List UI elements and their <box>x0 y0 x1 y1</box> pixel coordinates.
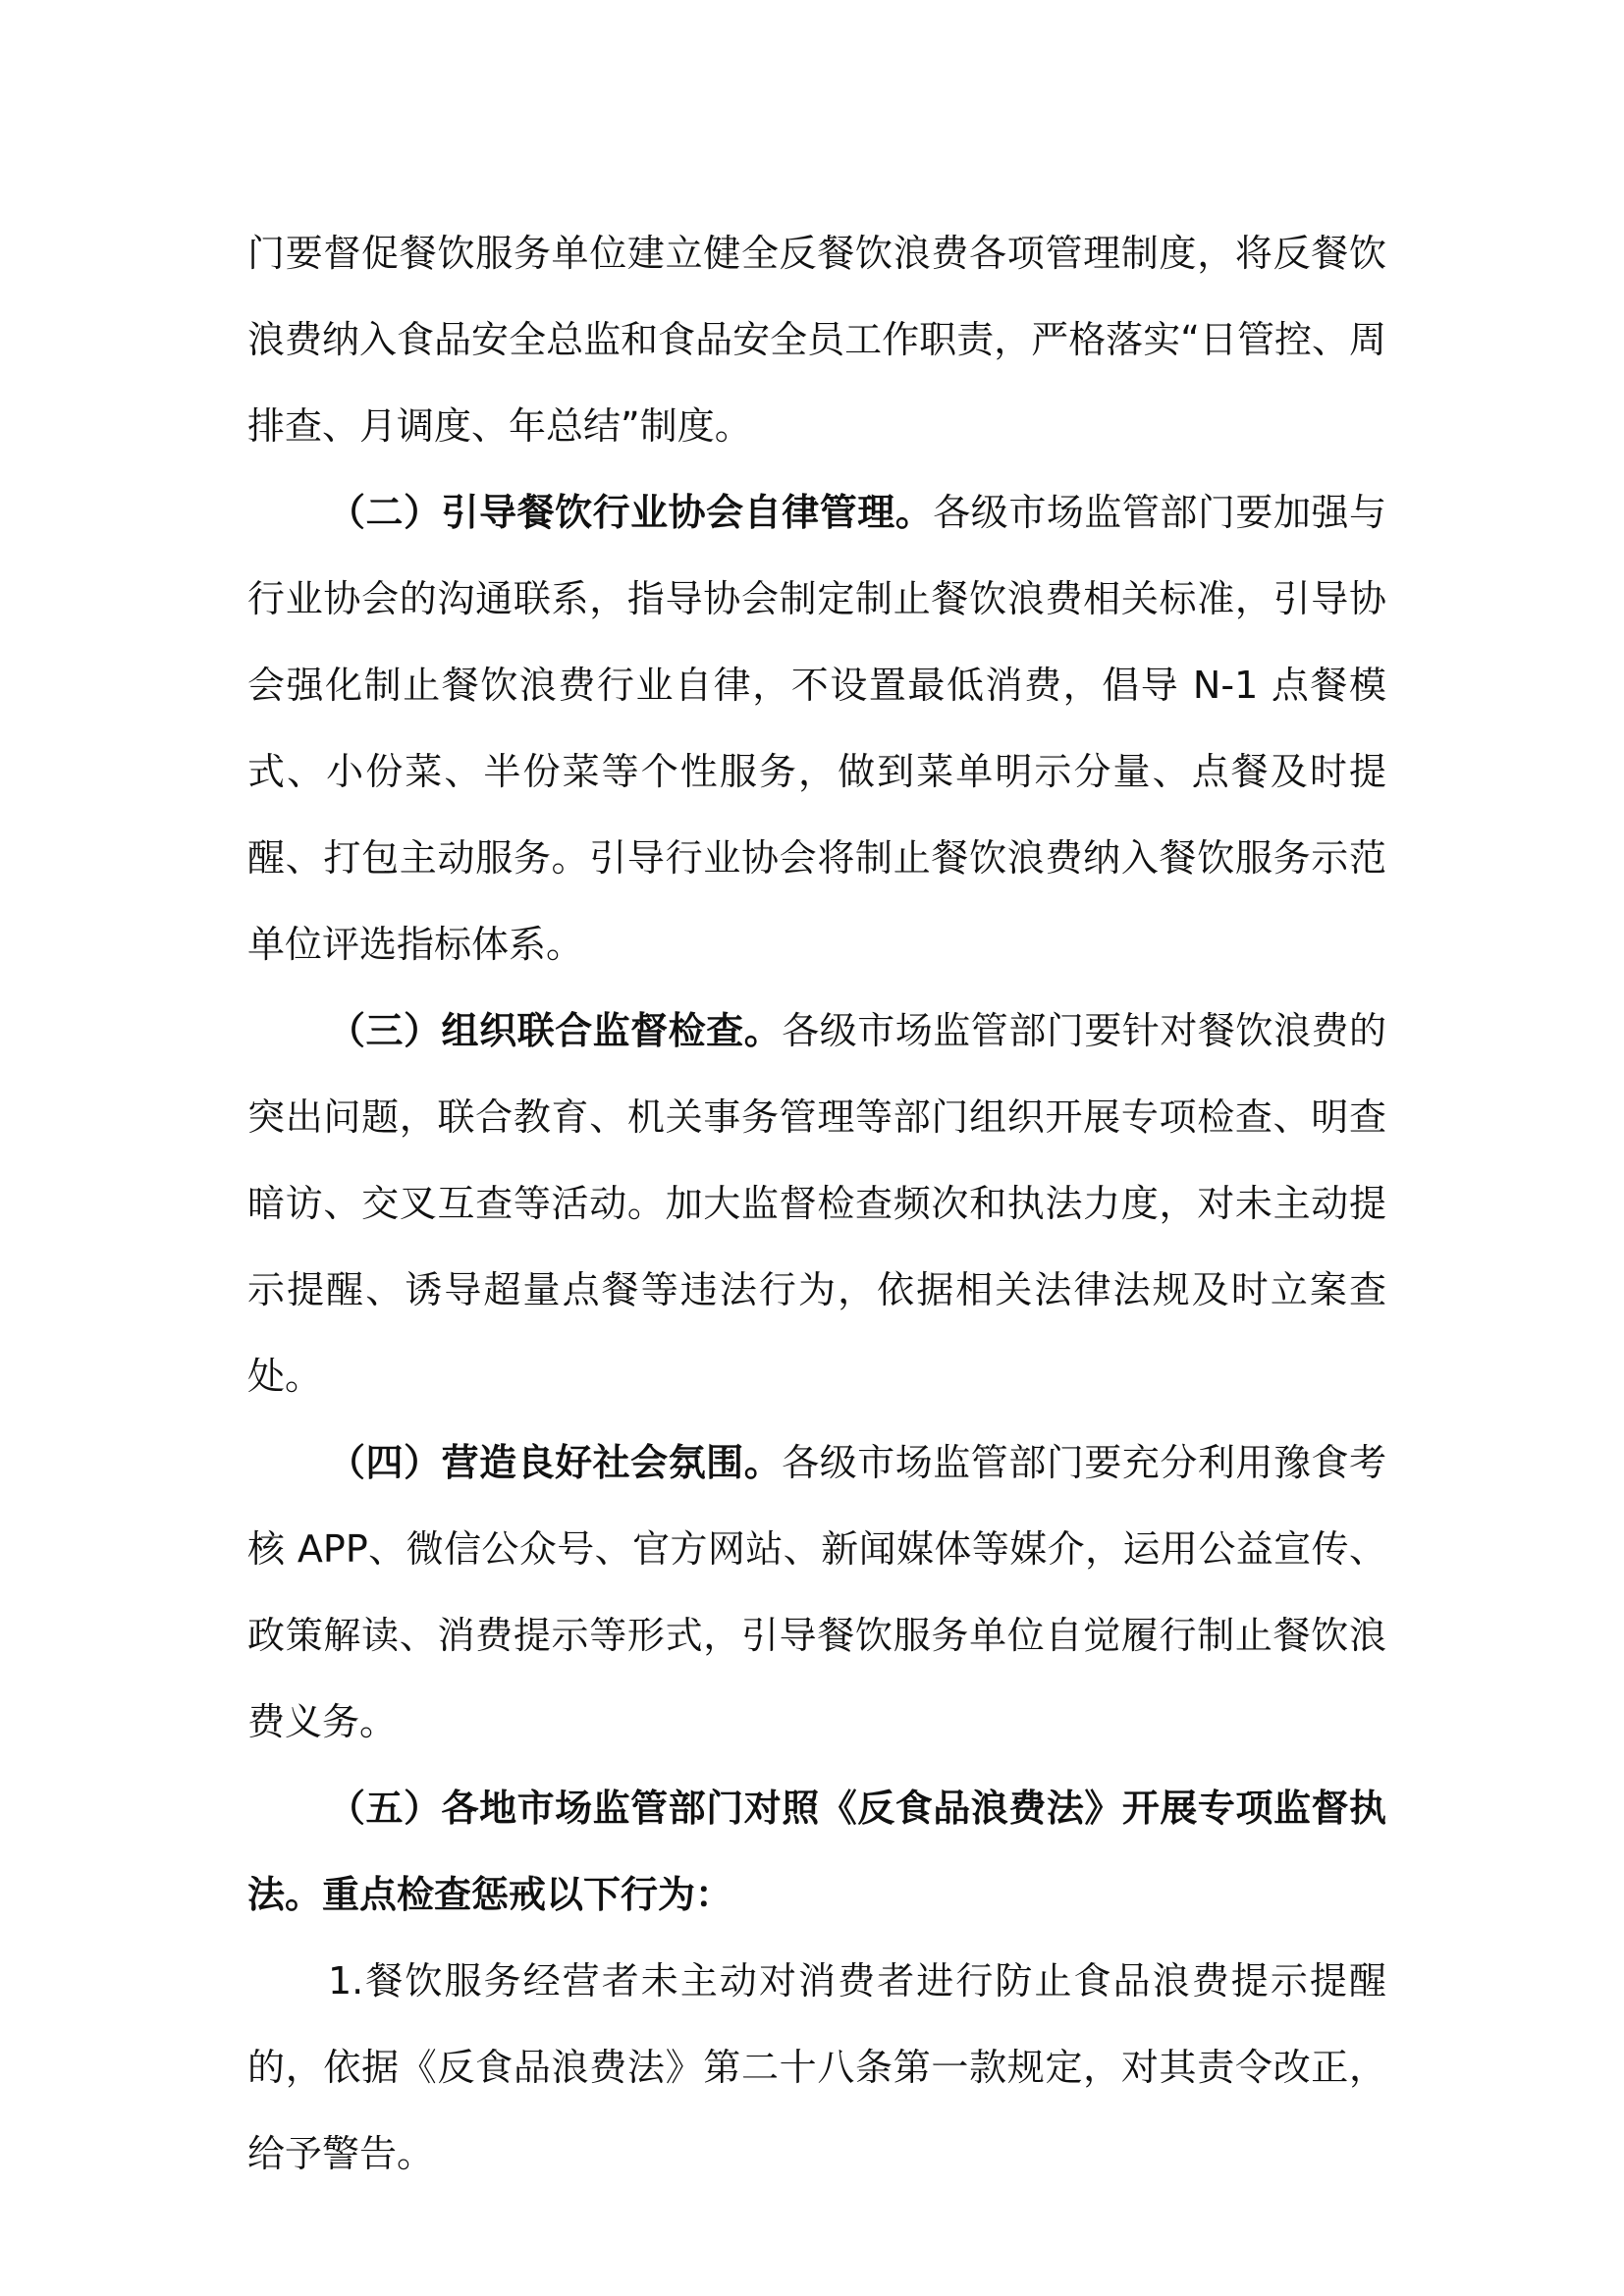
paragraph-item-3 <box>247 988 1386 1419</box>
document-body <box>247 210 1386 2197</box>
paragraph-text: 门要督促餐饮服务单位建立健全反餐饮浪费各项管理制度，将反餐饮浪费纳入食品安全总监和食品安全员工作职责，严格落实“日管控、周排查、月调度、年总结”制度。 <box>247 232 1386 448</box>
paragraph-body: 各级市场监管部门要针对餐饮浪费的突出问题，联合教育、机关事务管理等部门组织开展专项检查、明查暗访、交叉互查等活动。加大监督检查频次和执法力度，对未主动提示提醒、诱导超量点餐等违法行为，依据相关法律法规及时立案查处。 <box>247 1009 1386 1398</box>
paragraph-numbered-1 <box>247 1938 1386 2197</box>
paragraph-text: 1.餐饮服务经营者未主动对消费者进行防止食品浪费提示提醒的，依据《反食品浪费法》第二十八条第一款规定，对其责令改正，给予警告。 <box>247 1959 1386 2175</box>
paragraph-heading: （三）组织联合监督检查。 <box>328 1009 783 1052</box>
paragraph-item-5 <box>247 1765 1386 1938</box>
paragraph-heading: （四）营造良好社会氛围。 <box>328 1441 783 1484</box>
paragraph-item-2 <box>247 469 1386 988</box>
paragraph-item-4 <box>247 1419 1386 1765</box>
paragraph-body: 各级市场监管部门要加强与行业协会的沟通联系，指导协会制定制止餐饮浪费相关标准，引导协会强化制止餐饮浪费行业自律，不设置最低消费，倡导 N-1 点餐模式、小份菜、半份菜等个性服务，做到菜单明示分量、点餐及时提醒、打包主动服务。引导行业协会将制止餐饮浪费纳入餐饮服务示范单位评选指标体系。 <box>247 491 1386 966</box>
paragraph-heading: （五）各地市场监管部门对照《反食品浪费法》开展专项监督执法。重点检查惩戒以下行为： <box>247 1787 1386 1916</box>
paragraph-continuation <box>247 210 1386 469</box>
paragraph-heading: （二）引导餐饮行业协会自律管理。 <box>328 491 934 534</box>
paragraph-body: 各级市场监管部门要充分利用豫食考核 APP、微信公众号、官方网站、新闻媒体等媒介，运用公益宣传、政策解读、消费提示等形式，引导餐饮服务单位自觉履行制止餐饮浪费义务。 <box>247 1441 1386 1743</box>
